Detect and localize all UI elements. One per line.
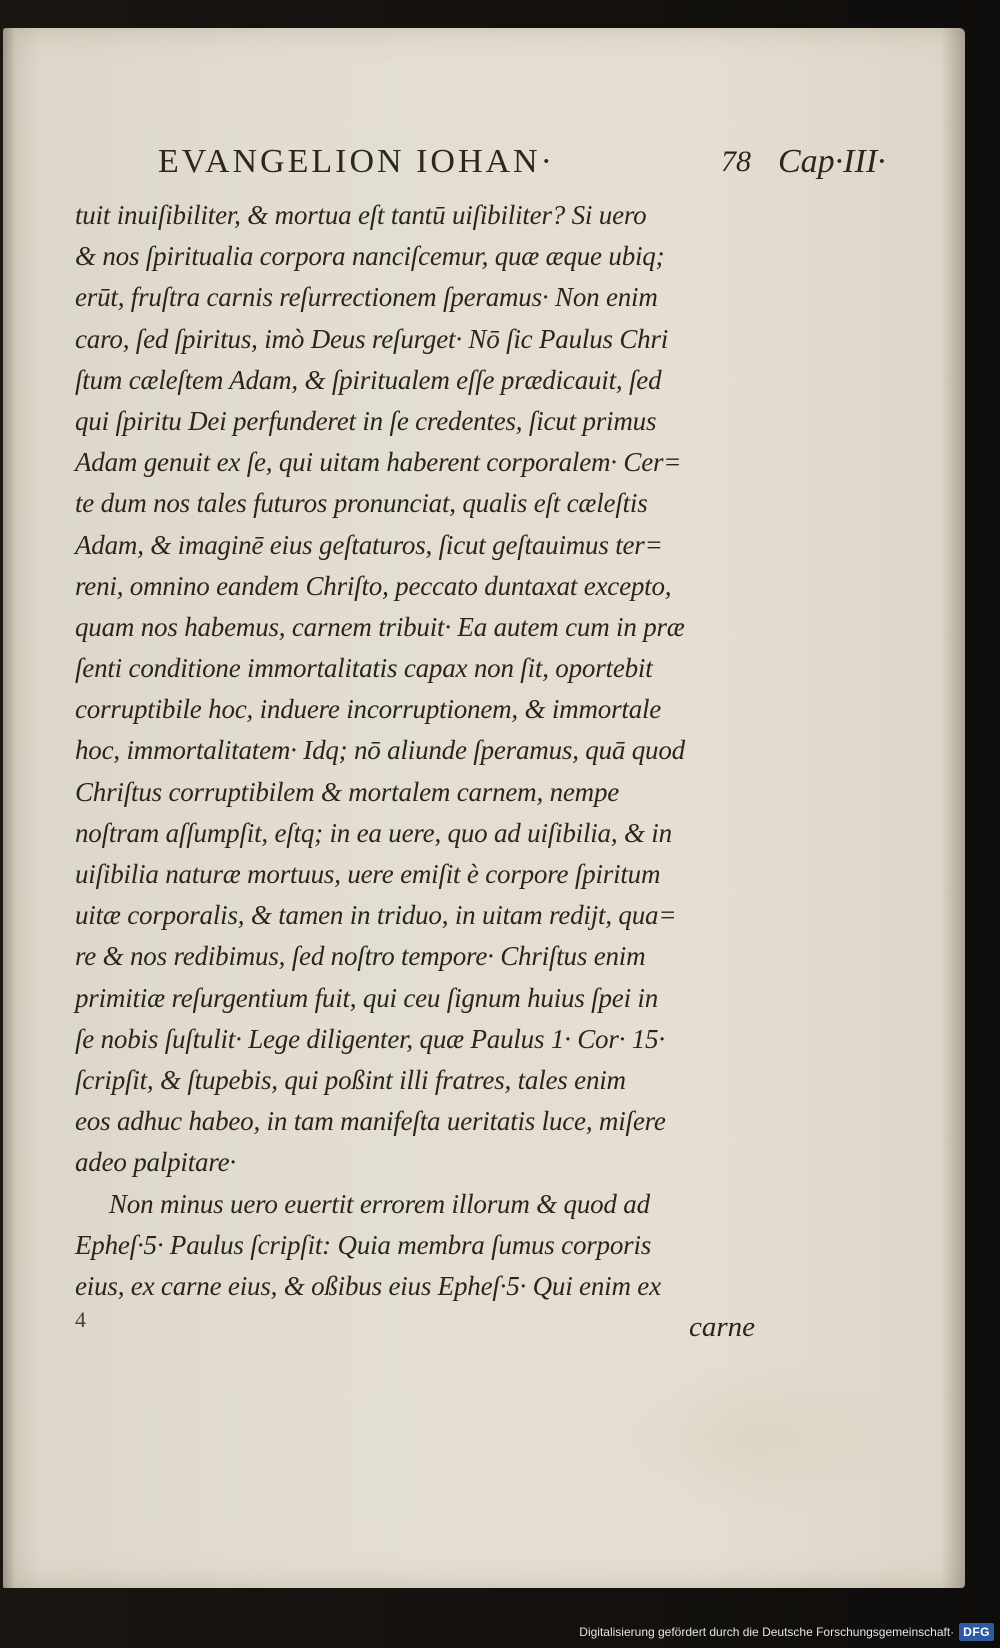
catchword-row [75, 1307, 775, 1353]
text-line: eius, ex carne eius, & oßibus eius Epheſ·5· Qui enim ex [75, 1270, 661, 1301]
text-line: ſenti conditione immortalitatis capax non ſit, oportebit [75, 653, 653, 684]
text-line: erūt, fruſtra carnis reſurrectionem ſperamus· Non enim [75, 282, 658, 313]
text-line: te dum nos tales futuros pronunciat, qualis eſt cæleſtis [75, 488, 648, 519]
running-title: EVANGELION IOHAN· [158, 143, 555, 180]
text-line: ſtum cæleſtem Adam, & ſpiritualem eſſe prædicauit, ſed [75, 364, 662, 395]
text-line: Non minus uero euertit errorem illorum & quod ad [109, 1188, 650, 1219]
chapter-label: Cap·III· [778, 143, 886, 180]
text-line: uitæ corporalis, & tamen in triduo, in uitam redijt, qua= [75, 900, 677, 931]
text-line: caro, ſed ſpiritus, imò Deus reſurget· Nō ſic Paulus Chri [75, 323, 669, 354]
text-line: primitiæ reſurgentium fuit, qui ceu ſignum huius ſpei in [75, 982, 659, 1013]
text-line: noſtram aſſumpſit, eſtq; in ea uere, quo ad uiſibilia, & in [75, 817, 672, 848]
text-line: quam nos habemus, carnem tribuit· Ea autem cum in præ [75, 611, 685, 642]
dfg-logo: DFG [959, 1623, 994, 1641]
text-line: reni, omnino eandem Chriſto, peccato duntaxat excepto, [75, 570, 672, 601]
text-line: qui ſpiritu Dei perfunderet in ſe credentes, ſicut primus [75, 405, 657, 436]
page-gutter-shadow [3, 28, 15, 1588]
text-line: ſe nobis ſuſtulit· Lege diligenter, quæ Paulus 1· Cor· 15· [75, 1023, 665, 1054]
funding-note: Digitalisierung gefördert durch die Deutsche Forschungsgemeinschaft· [579, 1625, 955, 1639]
text-line: hoc, immortalitatem· Idq; nō aliunde ſperamus, quā quod [75, 735, 685, 766]
folio-number: 78 [721, 145, 751, 178]
text-line: & nos ſpiritualia corpora nanciſcemur, quæ æque ubiq; [75, 241, 665, 272]
text-line: uiſibilia naturæ mortuus, uere emiſit è corpore ſpiritum [75, 859, 661, 889]
text-line: corruptibile hoc, induere incorruptionem, & immortale [75, 694, 662, 725]
signature-mark: 4 [75, 1307, 86, 1333]
text-line: Epheſ·5· Paulus ſcripſit: Quia membra ſumus corporis [75, 1229, 652, 1260]
running-head [158, 143, 886, 187]
text-line: re & nos redibimus, ſed noſtro tempore· Chriſtus enim [75, 941, 646, 972]
text-line: Chriſtus corruptibilem & mortalem carnem, nempe [75, 776, 620, 807]
text-line: Adam genuit ex ſe, qui uitam haberent corporalem· Cer= [75, 447, 682, 478]
page-edge-shadow [941, 28, 965, 1588]
text-line: eos adhuc habeo, in tam manifeſta ueritatis luce, miſere [75, 1106, 666, 1137]
paper-stain [603, 1358, 903, 1518]
catchword: carne [688, 1311, 755, 1344]
text-line: ſcripſit, & ſtupebis, qui poßint illi fratres, tales enim [75, 1064, 626, 1095]
text-line: Adam, & imaginē eius geſtaturos, ſicut geſtauimus ter= [75, 529, 663, 560]
body-text [75, 195, 775, 1353]
text-line: adeo palpitare· [75, 1147, 236, 1178]
footer-bar [579, 1622, 994, 1642]
text-line: tuit inuiſibiliter, & mortua eſt tantū uiſibiliter? Si uero [75, 200, 647, 230]
